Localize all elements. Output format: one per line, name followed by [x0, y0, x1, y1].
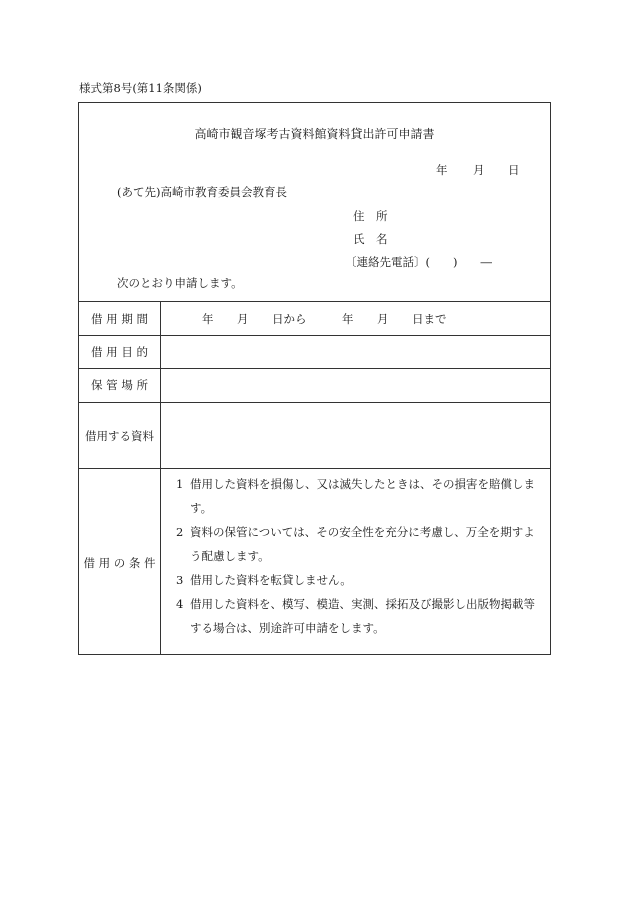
date-month: 月: [473, 163, 485, 177]
storage-field[interactable]: [160, 369, 550, 402]
application-form: [78, 102, 551, 655]
purpose-label: 借 用 目 的: [91, 345, 148, 359]
list-item: [176, 592, 536, 640]
form-title: 高崎市観音塚考古資料館資料貸出許可申請書: [194, 127, 435, 141]
condition-text: 借用した資料を転貸しません。: [190, 573, 352, 587]
list-item: [176, 520, 536, 568]
period-from-month: 月: [237, 312, 249, 326]
conditions-list: [176, 472, 536, 640]
materials-label: 借用する資料: [85, 429, 154, 443]
condition-text: 資料の保管については、その安全性を充分に考慮し、万全を期すよう配慮します。: [190, 525, 535, 563]
period-to-day: 日まで: [412, 312, 447, 326]
table-divider: [79, 301, 550, 302]
condition-number: 1: [176, 477, 184, 491]
condition-number: 2: [176, 525, 184, 539]
period-to-month: 月: [377, 312, 389, 326]
date-day: 日: [508, 163, 520, 177]
table-divider: [79, 468, 550, 469]
phone-label: 〔連絡先電話〕( ) ―: [345, 255, 492, 269]
address-label: 住 所: [353, 209, 388, 223]
conditions-label: 借 用 の 条 件: [83, 556, 156, 570]
period-label: 借 用 期 間: [91, 312, 148, 326]
list-item: [176, 472, 536, 520]
form-number: 様式第8号(第11条関係): [79, 81, 202, 95]
addressee: (あて先)高崎市教育委員会教育長: [117, 185, 287, 199]
period-to-year: 年: [342, 312, 354, 326]
period-from-day: 日から: [272, 312, 307, 326]
condition-number: 3: [176, 573, 184, 587]
condition-text: 借用した資料を、模写、模造、実測、採拓及び撮影し出版物掲載等する場合は、別途許可申請をします。: [190, 597, 535, 635]
purpose-field[interactable]: [160, 336, 550, 368]
intro-text: 次のとおり申請します。: [117, 276, 243, 290]
date-year: 年: [436, 163, 448, 177]
storage-label: 保 管 場 所: [91, 378, 148, 392]
materials-field[interactable]: [160, 403, 550, 468]
period-from-year: 年: [202, 312, 214, 326]
name-label: 氏 名: [353, 232, 388, 246]
list-item: [176, 568, 536, 592]
condition-text: 借用した資料を損傷し、又は滅失したときは、その損害を賠償します。: [190, 477, 535, 515]
condition-number: 4: [176, 597, 184, 611]
